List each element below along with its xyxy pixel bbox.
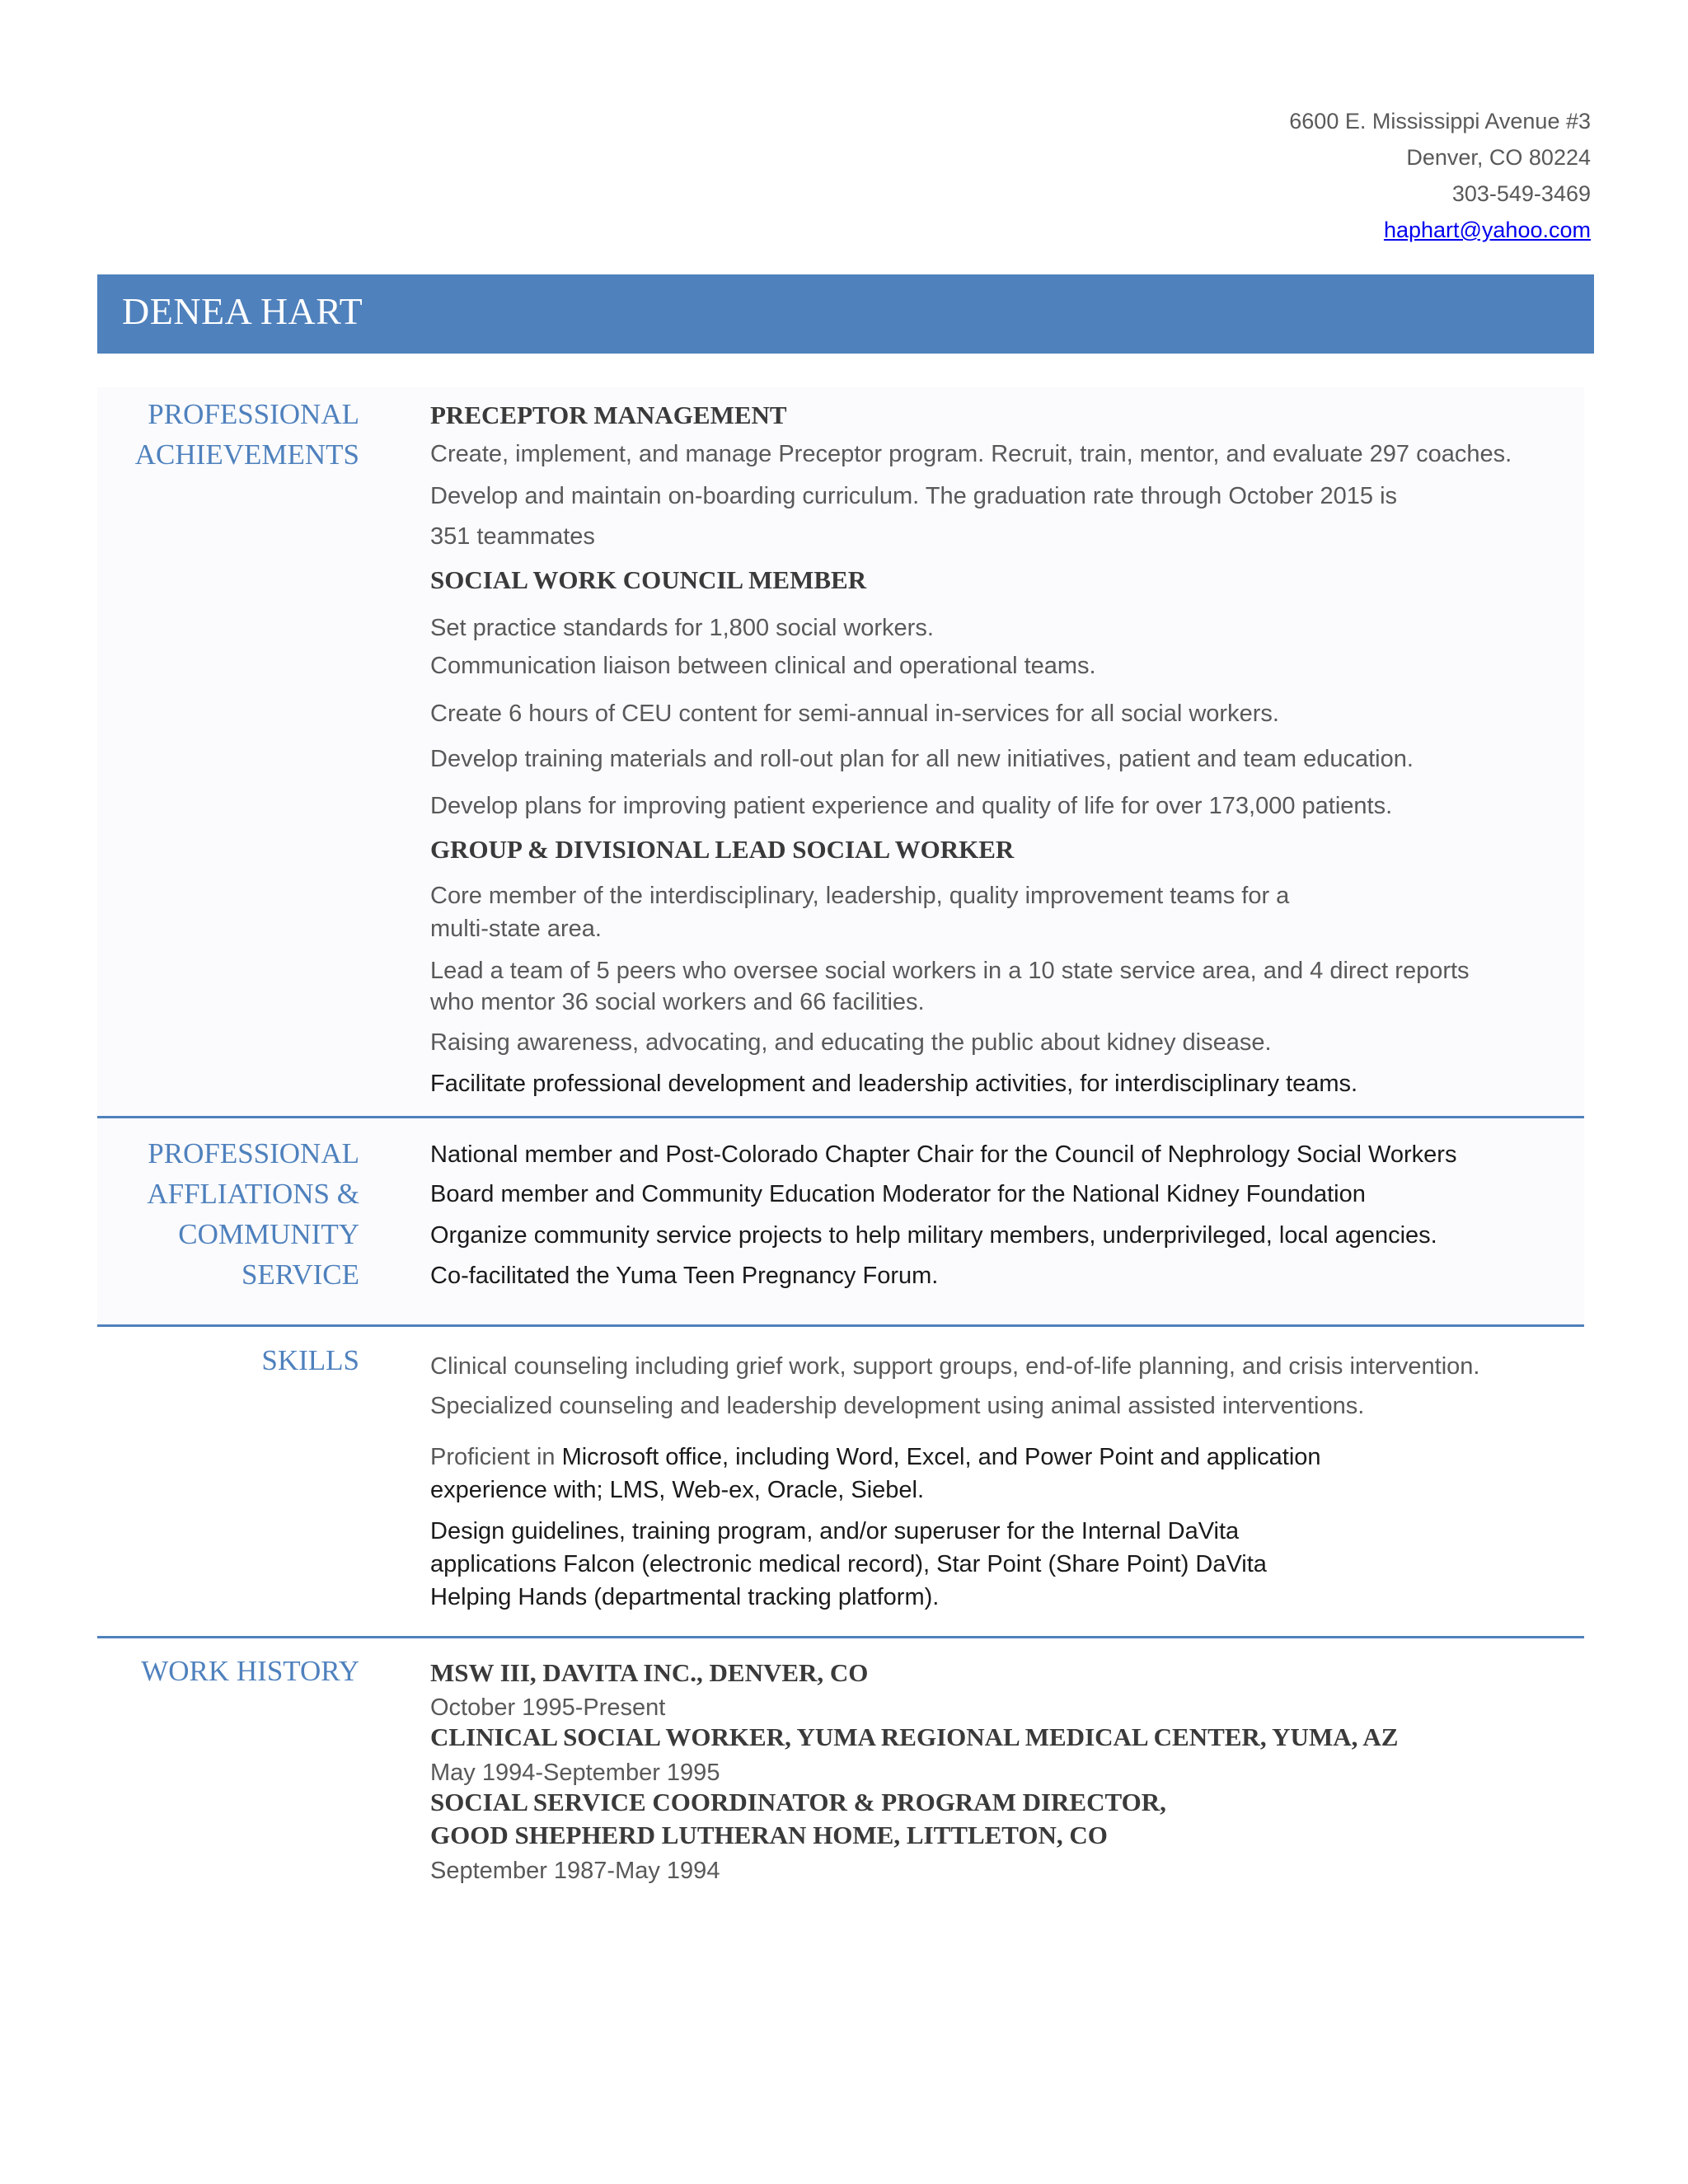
achievement-line: Create 6 hours of CEU content for semi-annual in-services for all social workers. bbox=[430, 701, 1279, 727]
achievements-label: PROFESSIONAL ACHIEVEMENTS bbox=[134, 398, 359, 471]
skill-line: experience with; LMS, Web-ex, Oracle, Siebel. bbox=[430, 1477, 925, 1503]
achievement-line: Set practice standards for 1,800 social workers. bbox=[430, 615, 934, 641]
achievement-line: Core member of the interdisciplinary, leadership, quality improvement teams for a bbox=[430, 883, 1290, 909]
skill-line: Proficient in Microsoft office, including Word, Excel, and Power Point and application bbox=[430, 1444, 1321, 1470]
skill-line: Specialized counseling and leadership development using animal assisted interventions. bbox=[430, 1393, 1365, 1419]
phone-number: 303-549-3469 bbox=[1451, 181, 1591, 206]
email-link[interactable]: haphart@yahoo.com bbox=[1383, 218, 1591, 242]
heading-group-lead: GROUP & DIVISIONAL LEAD SOCIAL WORKER bbox=[430, 835, 1015, 864]
job-dates: September 1987-May 1994 bbox=[430, 1858, 720, 1884]
affiliation-line: Co-facilitated the Yuma Teen Pregnancy Forum. bbox=[430, 1263, 939, 1289]
affiliation-line: Board member and Community Education Moderator for the National Kidney Foundation bbox=[430, 1181, 1366, 1207]
heading-social-work-council: SOCIAL WORK COUNCIL MEMBER bbox=[430, 565, 867, 594]
affiliations-label: PROFESSIONAL AFFLIATIONS & COMMUNITY SERVICE bbox=[147, 1137, 359, 1291]
address: 6600 E. Mississippi Avenue #3 bbox=[1289, 109, 1591, 134]
achievement-line: multi-state area. bbox=[430, 916, 602, 942]
job-dates: May 1994-September 1995 bbox=[430, 1760, 720, 1786]
achievement-line: Develop training materials and roll-out plan for all new initiatives, patient and team education. bbox=[430, 746, 1414, 772]
achievement-line: Raising awareness, advocating, and educating the public about kidney disease. bbox=[430, 1029, 1272, 1056]
city-state-zip: Denver, CO 80224 bbox=[1406, 145, 1591, 170]
skills-label: SKILLS bbox=[261, 1344, 359, 1376]
achievement-line: Develop plans for improving patient experience and quality of life for over 173,000 patients. bbox=[430, 793, 1393, 819]
work-history-label: WORK HISTORY bbox=[141, 1655, 359, 1687]
affiliations-section bbox=[97, 1118, 1584, 1327]
job-title: GOOD SHEPHERD LUTHERAN HOME, LITTLETON, CO bbox=[430, 1821, 1108, 1849]
skills-section bbox=[97, 1327, 1584, 1638]
work-history-section bbox=[97, 1638, 1584, 1902]
skill-line: applications Falcon (electronic medical record), Star Point (Share Point) DaVita bbox=[430, 1551, 1267, 1577]
skill-line: Helping Hands (departmental tracking platform). bbox=[430, 1584, 940, 1610]
achievement-line: Lead a team of 5 peers who oversee social workers in a 10 state service area, and 4 direct reports bbox=[430, 958, 1470, 984]
job-dates: October 1995-Present bbox=[430, 1694, 666, 1721]
achievements-section bbox=[97, 387, 1584, 1118]
full-name: DENEA HART bbox=[122, 290, 363, 332]
affiliation-line: National member and Post-Colorado Chapter Chair for the Council of Nephrology Social Workers bbox=[430, 1141, 1457, 1168]
heading-preceptor: PRECEPTOR MANAGEMENT bbox=[430, 401, 787, 429]
job-title: SOCIAL SERVICE COORDINATOR & PROGRAM DIRECTOR, bbox=[430, 1788, 1166, 1816]
achievement-line: Develop and maintain on-boarding curriculum. The graduation rate through October 2015 is bbox=[430, 483, 1398, 509]
name-banner bbox=[97, 274, 1594, 354]
skill-line: Clinical counseling including grief work, support groups, end-of-life planning, and crisis intervention. bbox=[430, 1353, 1480, 1380]
achievement-line: who mentor 36 social workers and 66 facilities. bbox=[430, 989, 925, 1015]
achievement-line: 351 teammates bbox=[430, 523, 595, 550]
contact-block bbox=[1289, 103, 1591, 248]
achievement-line: Facilitate professional development and leadership activities, for interdisciplinary teams. bbox=[430, 1071, 1358, 1097]
skill-line: Design guidelines, training program, and/or superuser for the Internal DaVita bbox=[430, 1518, 1240, 1544]
job-title: MSW III, DAVITA INC., DENVER, CO bbox=[430, 1658, 869, 1687]
achievement-line: Create, implement, and manage Preceptor program. Recruit, train, mentor, and evaluate 297 coaches. bbox=[430, 441, 1512, 467]
job-title: CLINICAL SOCIAL WORKER, YUMA REGIONAL MEDICAL CENTER, YUMA, AZ bbox=[430, 1722, 1399, 1751]
achievement-line: Communication liaison between clinical and operational teams. bbox=[430, 653, 1096, 679]
affiliation-line: Organize community service projects to help military members, underprivileged, local agencies. bbox=[430, 1222, 1437, 1249]
